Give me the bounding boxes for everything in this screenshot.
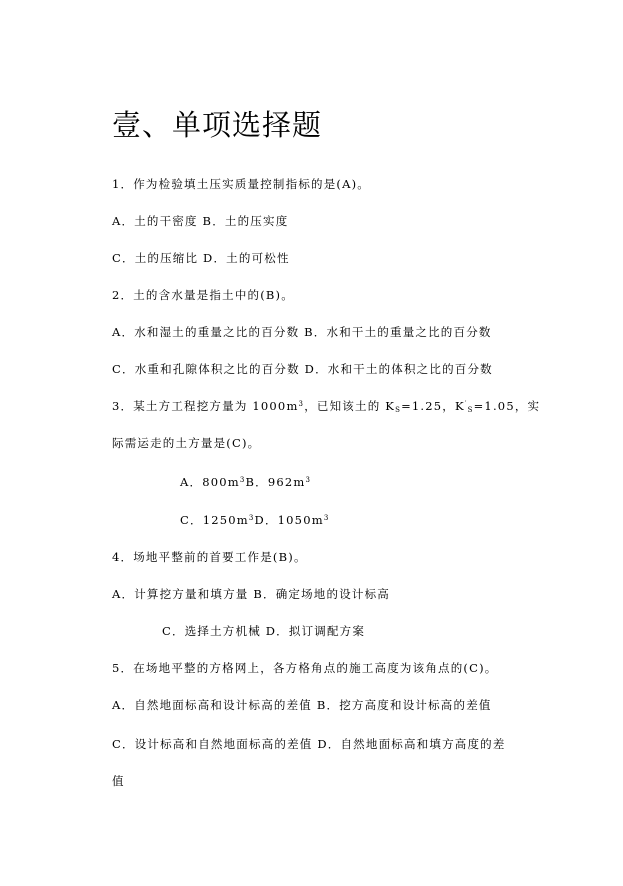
section-title: 壹、单项选择题 <box>112 108 323 142</box>
q4-options-ab: A．计算挖方量和填方量 B．确定场地的设计标高 <box>112 587 391 601</box>
q1-options-ab: A．土的干密度 B．土的压实度 <box>112 214 289 228</box>
q1-stem: 1．作为检验填土压实质量控制指标的是(A)。 <box>112 177 370 191</box>
q3-stem: 3．某土方工程挖方量为 $1000m^3$，已知该土的 $K_S=1.25$，$K'_S=1.05$，实 <box>112 399 541 414</box>
q3-options-ab: A．$800m^3B$．$962m^3$ <box>180 475 312 489</box>
q5-options-ab: A．自然地面标高和设计标高的差值 B．挖方高度和设计标高的差值 <box>112 698 492 712</box>
q3-stem-continued: 际需运走的土方量是(C)。 <box>112 436 261 450</box>
q2-options-ab: A．水和湿土的重量之比的百分数 B．水和干土的重量之比的百分数 <box>112 325 492 339</box>
q5-options-cd-continued: 值 <box>112 774 125 788</box>
q5-options-cd: C．设计标高和自然地面标高的差值 D．自然地面标高和填方高度的差 <box>112 737 506 751</box>
q5-stem: 5．在场地平整的方格网上，各方格角点的施工高度为该角点的(C)。 <box>112 661 498 675</box>
q3-options-cd: C．$1250m^3D$．$1050m^3$ <box>180 513 330 527</box>
q1-options-cd: C．土的压缩比 D．土的可松性 <box>112 251 290 265</box>
q4-options-cd: C．选择土方机械 D．拟订调配方案 <box>162 624 366 638</box>
q4-stem: 4．场地平整前的首要工作是(B)。 <box>112 550 307 564</box>
q2-options-cd: C．水重和孔隙体积之比的百分数 D．水和干土的体积之比的百分数 <box>112 362 493 376</box>
q2-stem: 2．土的含水量是指土中的(B)。 <box>112 288 294 302</box>
